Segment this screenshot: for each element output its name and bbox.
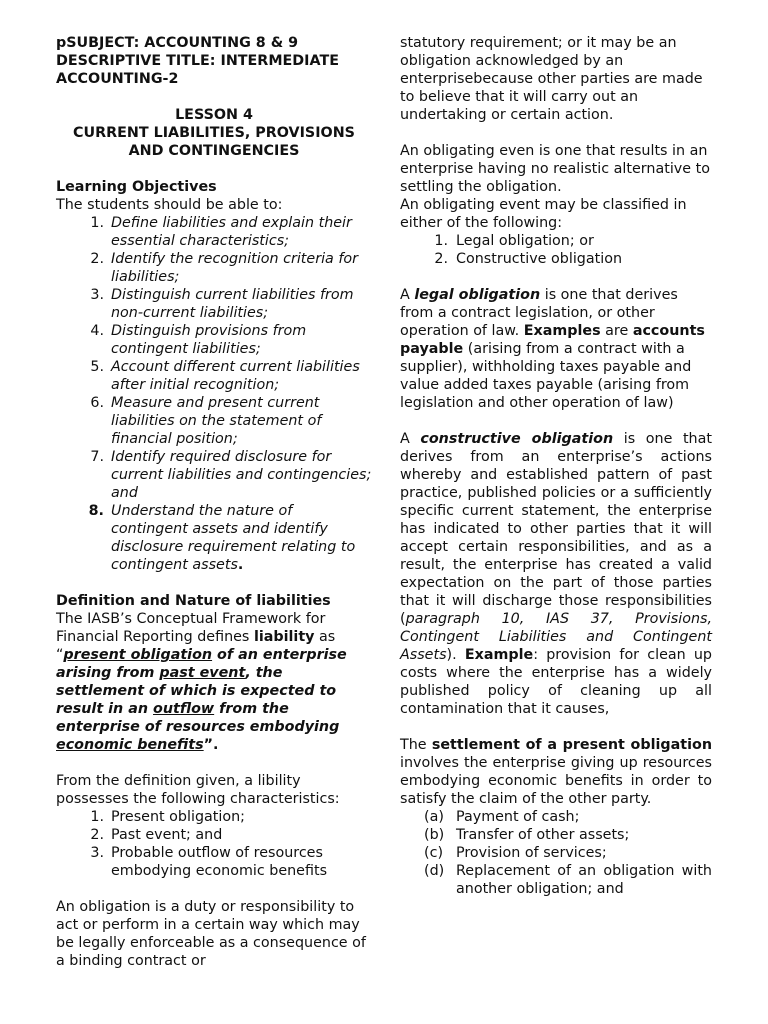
legal-text: is one that derives from a contract legislation, or other operation of law. xyxy=(400,287,678,339)
settlement-item-text: Provision of services; xyxy=(456,845,607,861)
subject-line: pSUBJECT: ACCOUNTING 8 & 9 xyxy=(56,35,299,51)
legal-obligation-term: legal obligation xyxy=(414,287,541,303)
settlement-item xyxy=(400,862,712,898)
example-label: Example xyxy=(464,647,534,663)
objectives-list xyxy=(56,214,372,574)
objective-number: 3. xyxy=(90,287,104,303)
objective-number: 6. xyxy=(90,395,104,411)
objective-text: Measure and present current liabilities on the statement of financial position; xyxy=(111,395,322,447)
definition-text: The IASB’s Conceptual Framework for Financial Reporting defines xyxy=(56,611,326,645)
objective-number: 1. xyxy=(90,215,104,231)
definition-paragraph xyxy=(56,610,372,646)
quote-part: of an enterprise arising from xyxy=(56,647,347,681)
objective-item xyxy=(56,502,372,574)
objective-item xyxy=(56,286,372,322)
objective-number: 7. xyxy=(90,449,104,465)
obligation-paragraph: An obligation is a duty or responsibility to act or perform in a certain way which may be legally enforceable as a consequence of a binding contract or xyxy=(56,899,366,969)
characteristic-text: Probable outflow of resources embodying economic benefits xyxy=(111,845,328,879)
settlement-item xyxy=(400,826,712,844)
characteristic-text: Present obligation; xyxy=(111,809,245,825)
constructive-obligation-term: constructive obligation xyxy=(420,431,614,447)
objective-number: 5. xyxy=(90,359,104,375)
characteristic-item xyxy=(56,808,372,826)
obligation-types-list xyxy=(400,232,712,268)
liability-term: liability xyxy=(253,629,315,645)
quote-open: “ xyxy=(56,647,64,663)
objectives-intro: The students should be able to: xyxy=(56,197,283,213)
outflow-term: outflow xyxy=(153,701,215,717)
examples-label: Examples xyxy=(523,323,601,339)
obligation-type-text: Constructive obligation xyxy=(456,251,623,267)
quote-part: from the enterprise of resources embodying xyxy=(56,701,340,735)
legal-text: are xyxy=(600,323,633,339)
quote-part: , the settlement of which is expected to result in an xyxy=(56,665,337,717)
constructive-text: ). xyxy=(446,647,465,663)
obligating-event-paragraph: An obligating even is one that results in an enterprise having no realistic alternative to settling the obligation. xyxy=(400,143,710,195)
objective-text: Define liabilities and explain their essential characteristics; xyxy=(111,215,352,249)
constructive-text: A xyxy=(400,431,421,447)
objective-text: Understand the nature of contingent assets and identify disclosure requirement relating to contingent assets xyxy=(111,503,356,573)
economic-benefits-term: economic benefits xyxy=(56,737,204,753)
objective-item xyxy=(56,394,372,448)
settlement-text: involves the enterprise giving up resources embodying economic benefits in order to satisfy the claim of the other party. xyxy=(400,755,712,807)
objective-item xyxy=(56,214,372,250)
objective-text: Distinguish current liabilities from non-current liabilities; xyxy=(111,287,354,321)
constructive-obligation-paragraph xyxy=(400,430,712,718)
objective-text: Identify the recognition criteria for liabilities; xyxy=(111,251,359,285)
settlement-item-text: Replacement of an obligation with another obligation; and xyxy=(456,863,712,897)
settlement-item xyxy=(400,844,712,862)
settlement-letter: (b) xyxy=(424,827,445,843)
objective-item xyxy=(56,448,372,502)
objectives-heading: Learning Objectives xyxy=(56,179,217,195)
obligation-type-number: 2. xyxy=(434,251,448,267)
definition-heading: Definition and Nature of liabilities xyxy=(56,593,331,609)
characteristics-list xyxy=(56,808,372,880)
settlement-paragraph xyxy=(400,736,712,808)
legal-text: A xyxy=(400,287,415,303)
settlement-list xyxy=(400,808,712,898)
characteristic-item xyxy=(56,844,372,880)
characteristic-number: 3. xyxy=(90,845,104,861)
objective-text: Account different current liabilities after initial recognition; xyxy=(111,359,360,393)
settlement-term: settlement of a present obligation xyxy=(431,737,712,753)
definition-text-after: as xyxy=(314,629,336,645)
characteristic-item xyxy=(56,826,372,844)
objective-item xyxy=(56,322,372,358)
legal-text: (arising from a contract with a supplier), withholding taxes payable and value added taxes payable (arising from legislation and other operation of law) xyxy=(400,341,692,411)
settlement-item-text: Transfer of other assets; xyxy=(456,827,630,843)
obligation-type-item xyxy=(400,250,712,268)
ias-reference: paragraph 10, IAS 37, Provisions, Contingent Liabilities and Contingent Assets xyxy=(400,611,712,663)
obligating-event-classification: An obligating event may be classified in either of the following: xyxy=(400,197,687,231)
characteristic-text: Past event; and xyxy=(111,827,223,843)
lesson-number: LESSON 4 xyxy=(175,107,253,123)
right-column xyxy=(400,34,712,898)
accounts-payable-term: accounts payable xyxy=(400,323,705,357)
descriptive-title: DESCRIPTIVE TITLE: INTERMEDIATE ACCOUNTING-2 xyxy=(56,53,339,87)
objective-number: 2. xyxy=(90,251,104,267)
objective-item xyxy=(56,250,372,286)
objective-end-punct: . xyxy=(237,557,244,573)
settlement-text: The xyxy=(400,737,432,753)
quote-close: ”. xyxy=(203,737,219,753)
settlement-letter: (a) xyxy=(424,809,444,825)
lesson-title: CURRENT LIABILITIES, PROVISIONS AND CONTINGENCIES xyxy=(73,125,355,159)
obligation-type-item xyxy=(400,232,712,250)
settlement-letter: (d) xyxy=(424,863,445,879)
settlement-letter: (c) xyxy=(424,845,444,861)
characteristic-number: 1. xyxy=(90,809,104,825)
objective-number: 4. xyxy=(90,323,104,339)
left-column xyxy=(56,34,372,970)
constructive-text: : provision for clean up costs where the enterprise has a widely published policy of cleaning up all contamination that it causes, xyxy=(400,647,712,717)
past-event-term: past event xyxy=(159,665,246,681)
constructive-text: is one that derives from an enterprise’s actions whereby and established pattern of past practice, published policies or a sufficiently specific current statement, the enterprise has indicated to other parties that it will accept certain responsibilities, and as a result, the enterprise has created a valid expectation on the part of those parties that it will discharge those responsibilities ( xyxy=(400,431,712,627)
continuation-paragraph: statutory requirement; or it may be an obligation acknowledged by an enterprisebecause other parties are made to believe that it will carry out an undertaking or certain action. xyxy=(400,35,703,123)
objective-text: Distinguish provisions from contingent liabilities; xyxy=(111,323,307,357)
settlement-item-text: Payment of cash; xyxy=(456,809,580,825)
objective-item xyxy=(56,358,372,394)
settlement-item xyxy=(400,808,712,826)
obligation-type-text: Legal obligation; or xyxy=(456,233,594,249)
characteristics-intro: From the definition given, a libility possesses the following characteristics: xyxy=(56,773,340,807)
objective-number: 8. xyxy=(88,503,104,519)
obligation-type-number: 1. xyxy=(434,233,448,249)
characteristic-number: 2. xyxy=(90,827,104,843)
objective-text: Identify required disclosure for current liabilities and contingencies; and xyxy=(111,449,372,501)
present-obligation-term: present obligation xyxy=(63,647,213,663)
legal-obligation-paragraph xyxy=(400,286,712,412)
definition-quote xyxy=(56,646,372,754)
